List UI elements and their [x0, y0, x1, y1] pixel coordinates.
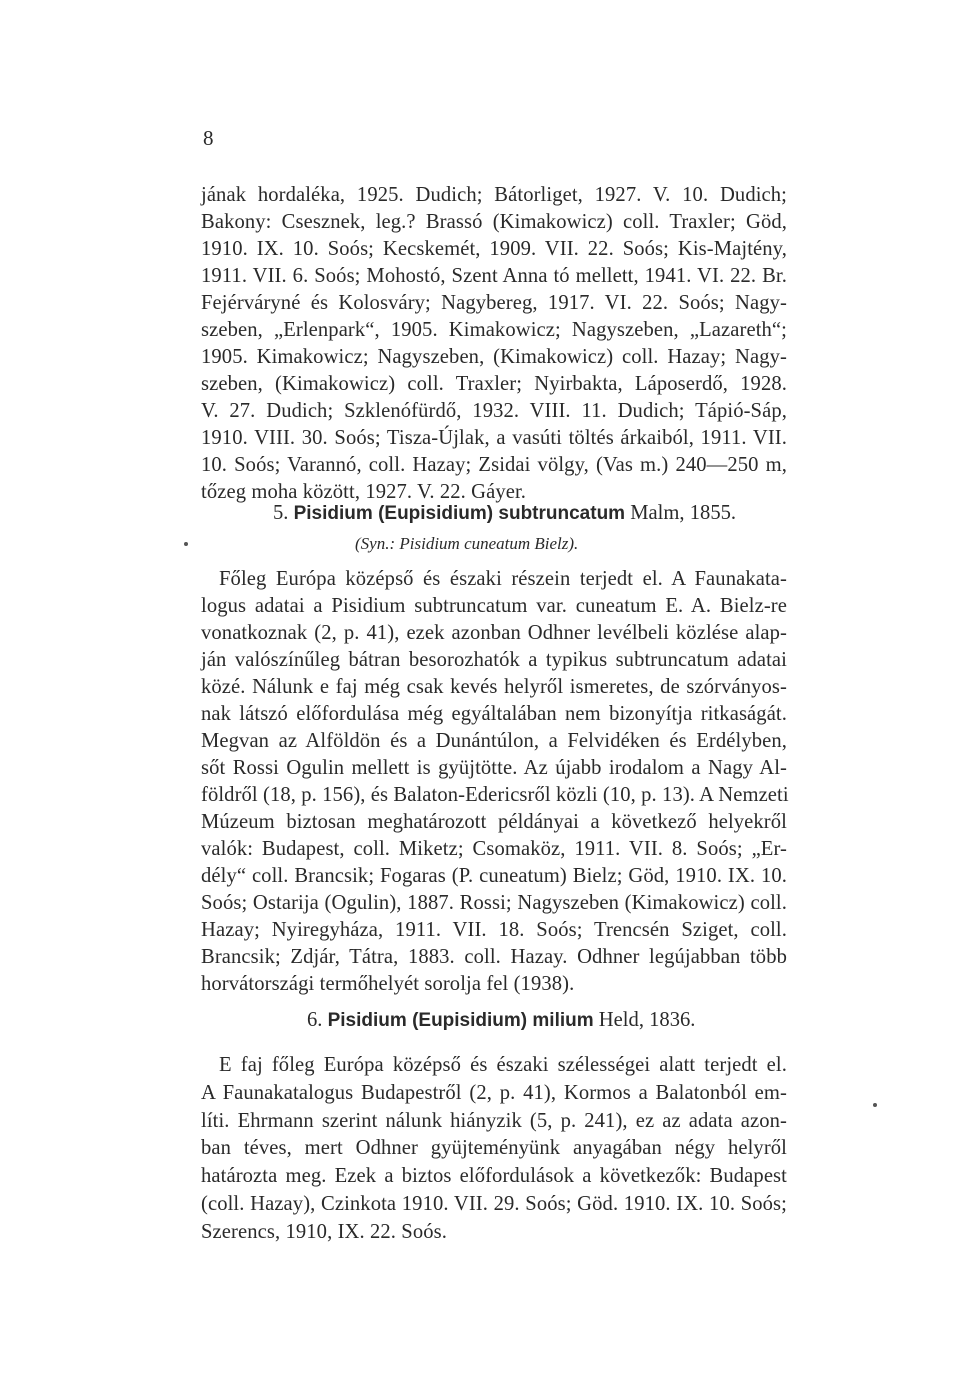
- paragraph-species-6: [201, 1052, 787, 1247]
- text-line: szeben, (Kimakowicz) coll. Traxler; Nyirbakta, Láposerdő, 1928.: [201, 373, 787, 395]
- text-line: valók: Budapest, coll. Miketz; Csomaköz, 1911. VII. 8. Soós; „Er-: [201, 838, 787, 860]
- print-speck: [184, 542, 188, 546]
- text-line: földről (18, p. 156), és Balaton-Edericsről közli (10, p. 13). A Nemzeti: [201, 784, 789, 806]
- print-speck: [873, 1103, 877, 1107]
- species-heading-6: [307, 1009, 695, 1032]
- text-line: 1910. IX. 10. Soós; Kecskemét, 1909. VII. 22. Soós; Kis-Majtény,: [201, 238, 787, 260]
- text-line: horvátországi termőhelyét sorolja fel (1938).: [201, 973, 575, 995]
- text-line: nak látszó előfordulása még egyáltalában nem bizonyítja ritkaságát.: [201, 703, 787, 725]
- heading-number: 5.: [273, 502, 289, 524]
- text-line: E faj főleg Európa középső és északi szélességei alatt terjedt el.: [219, 1054, 787, 1076]
- text-line: Főleg Európa középső és északi részein terjedt el. A Faunakata-: [219, 568, 787, 590]
- text-line: ban téves, mert Odhner gyüjteményünk anyagában négy helyről: [201, 1137, 787, 1160]
- species-author: Held, 1836.: [598, 1009, 696, 1031]
- text-line: A Faunakatalogus Budapestről (2, p. 41), Kormos a Balatonból em-: [201, 1081, 787, 1104]
- species-name: Pisidium (Eupisidium) milium: [327, 1010, 594, 1031]
- species-heading-5: [273, 502, 736, 525]
- text-line: Soós; Ostarija (Ogulin), 1887. Rossi; Nagyszeben (Kimakowicz) coll.: [201, 892, 787, 914]
- text-line: 1911. VII. 6. Soós; Mohostó, Szent Anna tó mellett, 1941. VI. 22. Br.: [201, 265, 787, 287]
- text-line: Szerencs, 1910, IX. 22. Soós.: [201, 1220, 447, 1243]
- text-line: logus adatai a Pisidium subtruncatum var. cuneatum E. A. Bielz-re: [201, 595, 787, 617]
- text-line: dély“ coll. Brancsik; Fogaras (P. cuneatum) Bielz; Göd, 1910. IX. 10.: [201, 865, 787, 887]
- species-author: Malm, 1855.: [630, 502, 737, 524]
- text-line: 1910. VIII. 30. Soós; Tisza-Újlak, a vasúti töltés árkaiból, 1911. VII.: [201, 427, 787, 449]
- text-line: tőzeg moha között, 1927. V. 22. Gáyer.: [201, 481, 527, 503]
- text-line: Fejérváryné és Kolosváry; Nagybereg, 1917. VI. 22. Soós; Nagy-: [201, 292, 787, 314]
- text-line: Hazay; Nyiregyháza, 1911. VII. 18. Soós; Trencsén Sziget, coll.: [201, 919, 787, 941]
- text-line: (coll. Hazay), Czinkota 1910. VII. 29. Soós; Göd. 1910. IX. 10. Soós;: [201, 1192, 787, 1215]
- page-number: 8: [203, 126, 214, 150]
- text-line: vonatkoznak (2, p. 41), ezek azonban Odhner levélbeli közlése alap-: [201, 622, 787, 644]
- paragraph-species-5: [201, 566, 787, 998]
- text-line: sőt Rossi Ogulin mellett is gyüjtötte. Az újabb irodalom a Nagy Al-: [201, 757, 787, 779]
- text-line: líti. Ehrmann szerint nálunk hiányzik (5, p. 241), ez az adata azon-: [201, 1109, 787, 1132]
- text-line: 1905. Kimakowicz; Nagyszeben, (Kimakowicz) coll. Hazay; Nagy-: [201, 346, 787, 368]
- text-line: határozta meg. Ezek a biztos előfordulások a következők: Budapest: [201, 1165, 787, 1188]
- text-line: V. 27. Dudich; Szklenófürdő, 1932. VIII. 11. Dudich; Tápió-Sáp,: [201, 400, 787, 422]
- text-line: ján valószínűleg bátran besorozhatók a typikus subtruncatum adatai: [201, 649, 787, 671]
- text-line: Bakony: Csesznek, leg.? Brassó (Kimakowicz) coll. Traxler; Göd,: [201, 211, 787, 233]
- text-line: Múzeum biztosan meghatározott példányai a következő helyekről: [201, 811, 787, 833]
- text-line: 10. Soós; Varannó, coll. Hazay; Zsidai völgy, (Vas m.) 240—250 m,: [201, 454, 787, 476]
- text-line: jának hordaléka, 1925. Dudich; Bátorliget, 1927. V. 10. Dudich;: [201, 184, 787, 206]
- text-line: közé. Nálunk e faj még csak kevés helyről ismeretes, de szórványos-: [201, 676, 787, 698]
- synonym-line: (Syn.: Pisidium cuneatum Bielz).: [355, 534, 579, 553]
- text-line: Megvan az Alföldön és a Dunántúlon, a Felvidéken és Erdélyben,: [201, 730, 787, 752]
- paragraph-localities-species-4: [201, 182, 787, 506]
- species-name: Pisidium (Eupisidium) subtruncatum: [293, 503, 626, 524]
- heading-number: 6.: [307, 1009, 323, 1031]
- text-line: szeben, „Erlenpark“, 1905. Kimakowicz; Nagyszeben, „Lazareth“;: [201, 319, 787, 341]
- text-line: Brancsik; Zdjár, Tátra, 1883. coll. Hazay. Odhner legújabban több: [201, 946, 787, 968]
